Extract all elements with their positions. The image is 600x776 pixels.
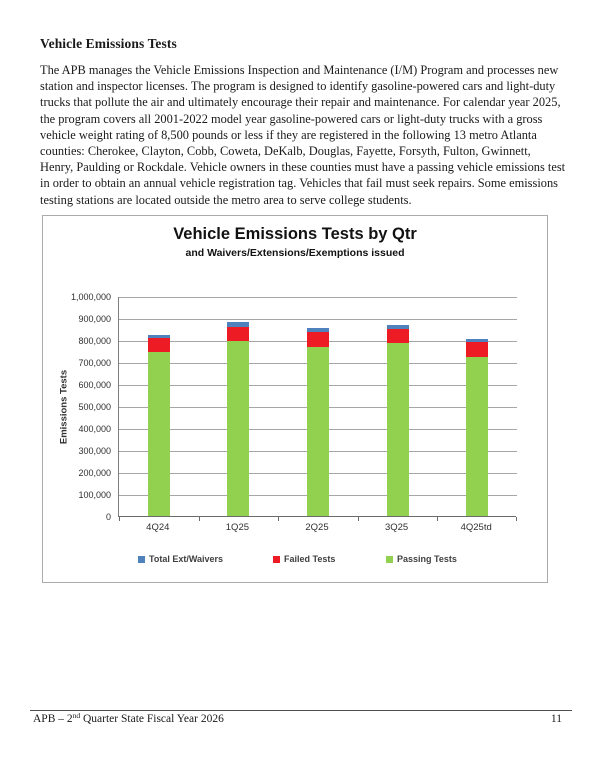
x-axis-labels <box>118 522 516 536</box>
bar-segment <box>227 322 249 326</box>
bar-segment <box>148 352 170 516</box>
x-axis-label: 2Q25 <box>305 522 329 533</box>
gridline <box>119 297 517 298</box>
chart-subtitle: and Waivers/Extensions/Exemptions issued <box>185 247 405 259</box>
bar-segment <box>387 329 409 344</box>
chart-legend <box>43 554 549 568</box>
legend-swatch <box>386 556 393 563</box>
bar-segment <box>148 335 170 338</box>
x-axis-tick <box>516 517 517 521</box>
bar-segment <box>387 343 409 516</box>
y-axis-tick-label: 700,000 <box>78 358 111 368</box>
chart-title: Vehicle Emissions Tests by Qtr <box>173 225 417 243</box>
bar-segment <box>307 332 329 347</box>
body-paragraph: The APB manages the Vehicle Emissions Inspection and Maintenance (I/M) Program and processes new station and inspector licenses. The program is designed to identify gasoline-powered cars and light-duty trucks that pollute the air and ultimately encourage their repair and maintenance. For calendar year 2025, the program covers all 2001-2022 model year gasoline-powered cars or light-duty trucks with a gross vehicle weight rating of 8,500 pounds or less if they are registered in the following 13 metro Atlanta counties: Cherokee, Clayton, Cobb, Coweta, DeKalb, Douglas, Fayette, Forsyth, Fulton, Gwinnett, Henry, Paulding or Rockdale. Vehicle owners in these counties must have a passing vehicle emissions test in order to obtain an annual vehicle registration tag. Vehicles that fail must seek repairs. Some emissions testing stations are located outside the metro area to serve college students. <box>40 63 566 207</box>
x-axis-label: 4Q24 <box>146 522 170 533</box>
footer-divider <box>30 710 572 711</box>
y-axis-tick-label: 200,000 <box>78 468 111 478</box>
legend-item <box>273 554 335 564</box>
bar-segment <box>466 339 488 342</box>
x-axis-tick <box>278 517 279 521</box>
bar-segment <box>307 347 329 516</box>
footer-text <box>33 713 224 725</box>
emissions-chart <box>42 215 548 583</box>
bar-segment <box>387 325 409 329</box>
footer-suffix: Quarter State Fiscal Year 2026 <box>80 713 224 725</box>
y-axis-tick-label: 400,000 <box>78 424 111 434</box>
legend-swatch <box>273 556 280 563</box>
y-axis-tick-label: 800,000 <box>78 336 111 346</box>
x-axis-label: 1Q25 <box>225 522 250 533</box>
bar-segment <box>466 342 488 357</box>
y-axis-tick-label: 500,000 <box>78 402 111 412</box>
y-axis-tick-label: 300,000 <box>78 446 111 456</box>
footer-prefix: APB – 2 <box>33 713 73 725</box>
section-heading: Vehicle Emissions Tests <box>40 36 177 51</box>
gridline <box>119 319 517 320</box>
legend-label: Failed Tests <box>284 554 336 564</box>
legend-label: Total Ext/Waivers <box>149 554 224 564</box>
legend-item <box>386 554 457 564</box>
bar-segment <box>466 357 488 517</box>
y-axis-tick-label: 900,000 <box>78 314 111 324</box>
x-axis-tick <box>358 517 359 521</box>
bar-segment <box>227 327 249 341</box>
bar-segment <box>227 341 249 516</box>
y-axis-tick-labels <box>43 292 111 522</box>
y-axis-tick-label: 600,000 <box>78 380 111 390</box>
x-axis-tick <box>119 517 120 521</box>
y-axis-tick-label: 1,000,000 <box>70 292 111 302</box>
y-axis-title: Emissions Tests <box>58 369 70 445</box>
footer-superscript: nd <box>72 711 81 720</box>
x-axis-label: 4Q25td <box>460 522 492 533</box>
bar-segment <box>307 328 329 332</box>
x-axis-tick <box>437 517 438 521</box>
legend-item <box>138 554 223 564</box>
x-axis-tick <box>199 517 200 521</box>
bar-segment <box>148 338 170 352</box>
page-number: 11 <box>550 713 562 725</box>
x-axis-label: 3Q25 <box>384 522 409 533</box>
y-axis-tick-label: 100,000 <box>78 490 111 500</box>
legend-swatch <box>138 556 145 563</box>
plot-area <box>118 297 516 517</box>
y-axis-tick-label: 0 <box>105 512 111 522</box>
legend-label: Passing Tests <box>397 554 457 564</box>
